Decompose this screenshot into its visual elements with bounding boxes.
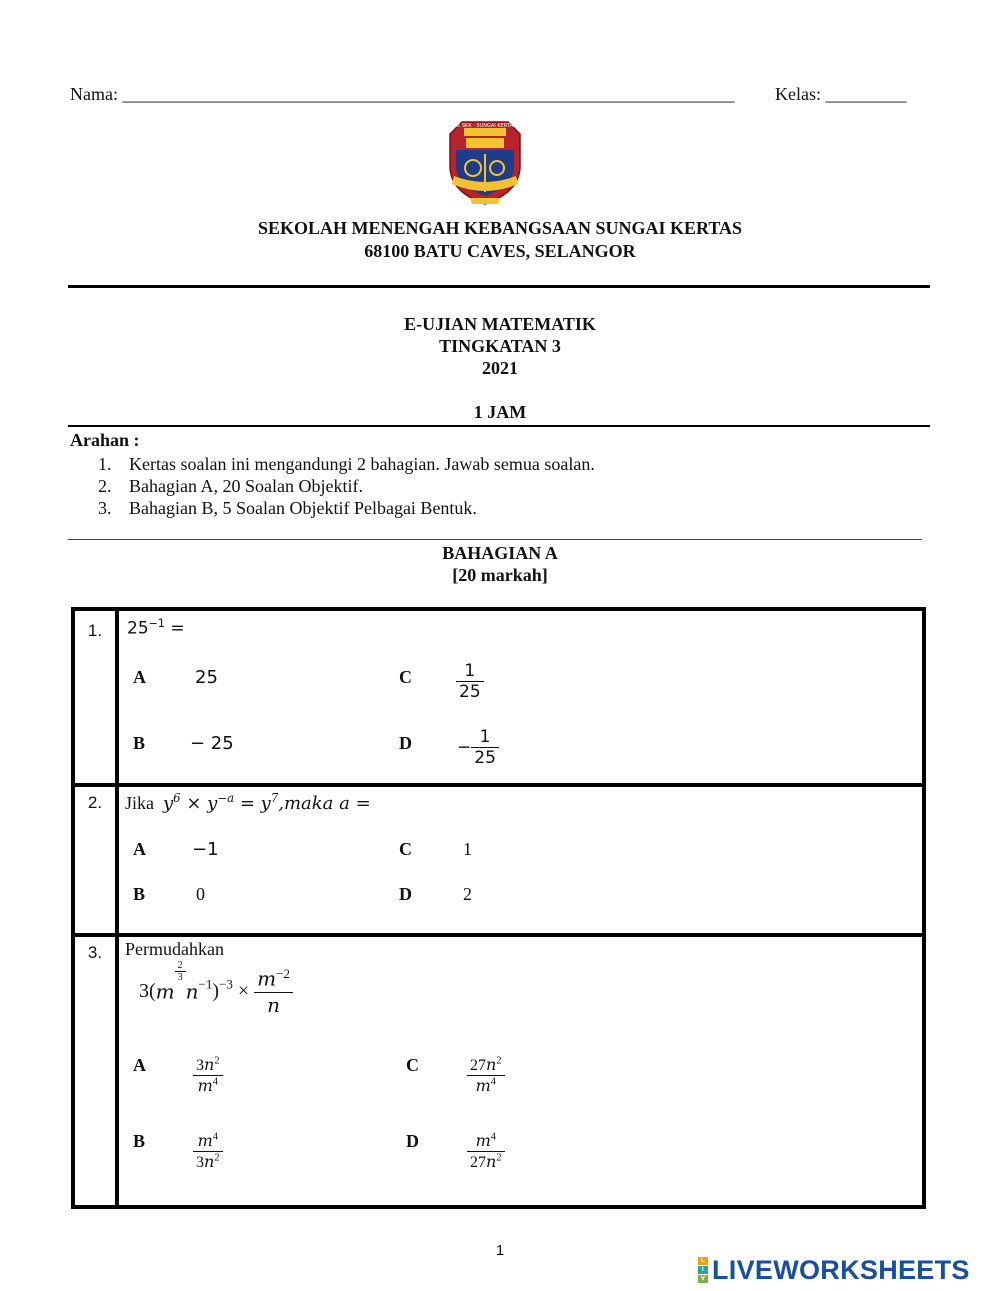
student-info-row bbox=[70, 84, 930, 108]
school-crest-logo bbox=[440, 114, 530, 206]
option-a-value[interactable]: −1 bbox=[192, 839, 219, 860]
option-a-value[interactable]: $\frac{3n^2}{m^4}$ bbox=[193, 1055, 223, 1096]
school-name: SEKOLAH MENENGAH KEBANGSAAN SUNGAI KERTAS bbox=[257, 218, 743, 238]
question-number: 2. bbox=[87, 793, 103, 812]
option-d-value[interactable]: $\frac{m^4}{27n^2}$ bbox=[467, 1131, 505, 1172]
header-divider bbox=[68, 285, 930, 288]
option-b-value[interactable]: 0 bbox=[196, 884, 205, 904]
brand-name: LIVEWORKSHEETS bbox=[712, 1254, 970, 1285]
option-letter: C bbox=[399, 667, 412, 687]
question-number-column bbox=[75, 611, 119, 1205]
question-number: 3. bbox=[87, 943, 103, 962]
option-c-value[interactable]: 1 bbox=[463, 839, 472, 859]
school-address: 68100 BATU CAVES, SELANGOR bbox=[364, 241, 636, 261]
option-letter: B bbox=[133, 884, 146, 904]
option-letter: D bbox=[399, 884, 412, 904]
page-number: 1 bbox=[495, 1242, 505, 1259]
crest-text: SK SKK · SUNGAI KERTAS bbox=[453, 123, 517, 129]
instruction-item: 3. Bahagian B, 5 Soalan Objektif Pelbagai Bentuk. bbox=[98, 498, 477, 518]
exam-year: 2021 bbox=[482, 358, 518, 378]
question-3-expression: 3(m $\frac{2}{3}$ $n^{-1})^{-3}$ × $\frac{m^{-2}}{n}$ bbox=[139, 966, 293, 1017]
option-letter: C bbox=[406, 1055, 419, 1075]
option-letter: D bbox=[399, 733, 412, 753]
option-letter: A bbox=[133, 1055, 146, 1075]
option-d-value[interactable]: − $\frac{1}{25}$ bbox=[457, 727, 499, 768]
instructions-title: Arahan : bbox=[70, 430, 140, 450]
kelas-field[interactable]: Kelas: _________ bbox=[775, 84, 907, 104]
question-1-stem: $25^{-1}$ = bbox=[127, 617, 185, 639]
option-letter: C bbox=[399, 839, 412, 859]
option-a-value[interactable]: 25 bbox=[195, 667, 218, 688]
duration-divider bbox=[68, 425, 930, 427]
section-title: BAHAGIAN A bbox=[442, 543, 558, 563]
instruction-item: 1. Kertas soalan ini mengandungi 2 bahagian. Jawab semua soalan. bbox=[98, 454, 595, 474]
option-letter: A bbox=[133, 667, 146, 687]
question-table bbox=[71, 607, 926, 1209]
option-letter: D bbox=[406, 1131, 419, 1151]
option-letter: A bbox=[133, 839, 146, 859]
liveworksheets-logo[interactable] bbox=[698, 1256, 970, 1284]
option-letter: B bbox=[133, 1131, 146, 1151]
section-marks: [20 markah] bbox=[452, 565, 548, 585]
option-b-value[interactable]: $\frac{m^4}{3n^2}$ bbox=[193, 1131, 223, 1172]
logo-blocks-icon: L I V bbox=[698, 1257, 708, 1283]
instructions-list bbox=[98, 453, 595, 519]
option-b-value[interactable]: − 25 bbox=[190, 733, 234, 754]
row-separator bbox=[75, 933, 922, 937]
option-c-value[interactable]: $\frac{27n^2}{m^4}$ bbox=[467, 1055, 505, 1096]
question-3-stem: Permudahkan bbox=[125, 939, 224, 959]
question-2-stem: Jika $y^6 \times y^{-a}$ = $y^7,maka$ a = bbox=[125, 791, 371, 814]
section-divider bbox=[68, 539, 922, 540]
nama-field[interactable]: Nama: ____________________________________________________________________ bbox=[70, 84, 735, 104]
row-separator bbox=[75, 783, 922, 787]
option-letter: B bbox=[133, 733, 146, 753]
exam-duration: 1 JAM bbox=[473, 402, 527, 422]
instruction-item: 2. Bahagian A, 20 Soalan Objektif. bbox=[98, 476, 363, 496]
question-number: 1. bbox=[87, 621, 103, 640]
option-d-value[interactable]: 2 bbox=[463, 884, 472, 904]
option-c-value[interactable]: $\frac{1}{25}$ bbox=[456, 661, 484, 702]
exam-title: E-UJIAN MATEMATIK bbox=[404, 314, 596, 334]
exam-form: TINGKATAN 3 bbox=[439, 336, 561, 356]
